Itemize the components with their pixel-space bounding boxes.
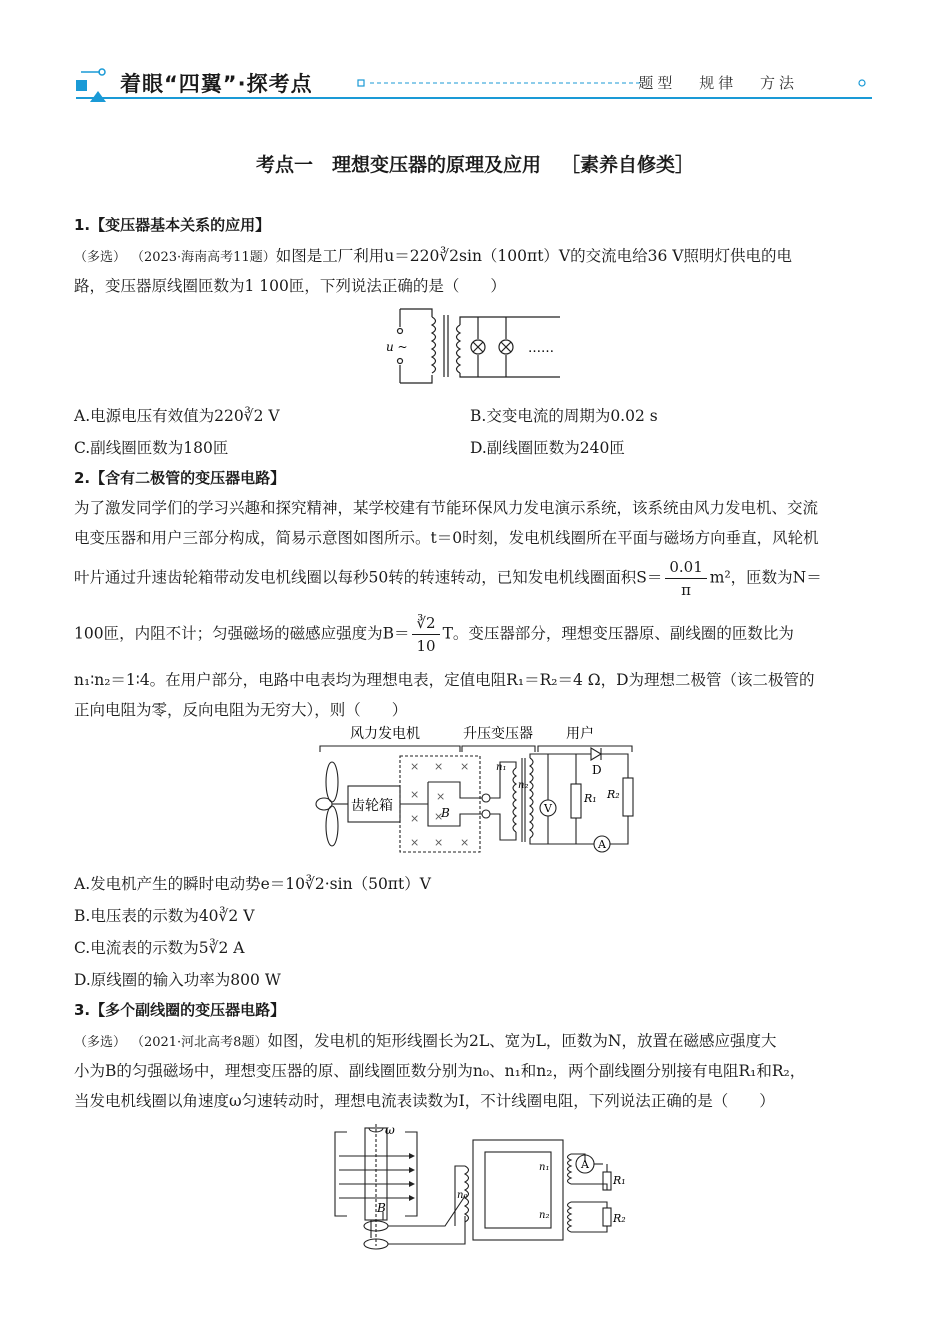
q2-n2-label: n₂ xyxy=(518,780,529,791)
svg-text:×: × xyxy=(434,836,444,849)
q1-formula: u＝220∛2sin（100πt）V xyxy=(384,247,571,265)
svg-text:×: × xyxy=(434,810,444,823)
q2-gearbox: 齿轮箱 xyxy=(351,798,393,814)
svg-text:×: × xyxy=(410,836,420,849)
header-tag: 规律 xyxy=(699,74,738,92)
svg-text:×: × xyxy=(410,788,420,801)
svg-text:×: × xyxy=(434,760,444,773)
q1-circuit-figure xyxy=(380,303,580,389)
q1-stem-a: 如图是工厂利用 xyxy=(275,247,385,265)
q3-omega: ω xyxy=(385,1123,395,1137)
q2-n1-label: n₁ xyxy=(496,762,507,773)
q1-option-c[interactable]: C.副线圈匝数为180匝 xyxy=(74,439,229,457)
q2-ammeter: A xyxy=(598,838,606,851)
q2-heading: 2.【含有二极管的变压器电路】 xyxy=(74,469,286,487)
q3-line2: 小为B的匀强磁场中，理想变压器的原、副线圈匝数分别为n₀、n₁和n₂，两个副线圈分别接有电阻R₁和R₂， xyxy=(74,1062,806,1080)
q1-stem-line2: 路，变压器原线圈匝数为1 100匝，下列说法正确的是（ ） xyxy=(74,277,506,295)
svg-text:×: × xyxy=(410,812,420,825)
q1-option-a[interactable]: A.电源电压有效值为220∛2 V xyxy=(74,407,280,425)
q1-stem-b: 的交流电给36 V照明灯供电的电 xyxy=(570,247,792,265)
q2-voltmeter: V xyxy=(544,802,552,815)
q2-B-label: B xyxy=(441,806,450,820)
svg-text:×: × xyxy=(436,790,446,803)
q2-line4 xyxy=(74,612,794,657)
header-tag: 方法 xyxy=(759,74,798,92)
q2-r2-label: R₂ xyxy=(607,788,620,801)
q2-line3 xyxy=(74,556,822,601)
q2-fraction-b xyxy=(412,612,439,657)
q3-ammeter: A xyxy=(581,1158,589,1171)
q2-line3-a: 叶片通过升速齿轮箱带动发电机线圈以每秒50转的转速转动，已知发电机线圈面积S＝ xyxy=(74,568,663,587)
q2-line6: 正向电阻为零，反向电阻为无穷大），则（ ） xyxy=(74,701,408,719)
q2-option-b[interactable]: B.电压表的示数为40∛2 V xyxy=(74,907,255,925)
header-title: 着眼“四翼”·探考点 xyxy=(120,72,313,96)
q2-line1: 为了激发同学们的学习兴趣和探究精神，某学校建有节能环保风力发电演示系统，该系统由风力发电机、交流 xyxy=(74,499,819,517)
q2-option-a[interactable]: A.发电机产生的瞬时电动势e＝10∛2·sin（50πt）V xyxy=(74,875,431,893)
q2-label-generator: 风力发电机 xyxy=(350,726,420,742)
q3-r2-label: R₂ xyxy=(613,1212,626,1225)
q2-r1-label: R₁ xyxy=(584,792,597,805)
q1-u-label: u ~ xyxy=(386,340,408,354)
q2-line5: n₁∶n₂＝1∶4。在用户部分，电路中电表均为理想电表，定值电阻R₁＝R₂＝4 Ω，D为理想二极管（该二极管的 xyxy=(74,671,815,689)
q3-heading: 3.【多个副线圈的变压器电路】 xyxy=(74,1001,286,1019)
q3-source: （2021·河北高考8题） xyxy=(130,1035,268,1050)
q3-r1-label: R₁ xyxy=(613,1174,626,1187)
q3-line1 xyxy=(74,1029,776,1051)
fraction-numerator: 0.01 xyxy=(665,556,706,579)
q1-option-b[interactable]: B.交变电流的周期为0.02 s xyxy=(470,407,658,425)
q2-line3-b: m²，匝数为N＝ xyxy=(709,568,822,587)
q1-stem-line1 xyxy=(74,244,792,266)
header-tags xyxy=(624,72,798,93)
q2-label-transformer: 升压变压器 xyxy=(463,726,533,742)
q1-source: （2023·海南高考11题） xyxy=(130,250,276,265)
svg-text:×: × xyxy=(410,760,420,773)
fraction-numerator: ∛2 xyxy=(412,612,439,635)
q2-line4-a: 100匝，内阻不计；匀强磁场的磁感应强度为B＝ xyxy=(74,624,410,643)
svg-text:×: × xyxy=(460,836,470,849)
section-header xyxy=(70,64,880,104)
fraction-denominator: π xyxy=(681,581,691,599)
q1-heading: 1.【变压器基本关系的应用】 xyxy=(74,216,271,234)
q3-line3: 当发电机线圈以角速度ω匀速转动时，理想电流表读数为I，不计线圈电阻，下列说法正确的是（ ） xyxy=(74,1092,775,1110)
header-tag: 题型 xyxy=(638,74,677,92)
q2-circuit-figure xyxy=(310,722,640,858)
q1-dots: …… xyxy=(528,341,554,356)
q2-option-d[interactable]: D.原线圈的输入功率为800 W xyxy=(74,971,281,989)
q1-option-d[interactable]: D.副线圈匝数为240匝 xyxy=(470,439,625,457)
fraction-denominator: 10 xyxy=(416,637,436,655)
section-title: 考点一 理想变压器的原理及应用 xyxy=(255,154,541,176)
q2-line4-b: T。变压器部分，理想变压器原、副线圈的匝数比为 xyxy=(442,624,794,643)
q3-multi: （多选） xyxy=(74,1035,127,1050)
q3-line1-text: 如图，发电机的矩形线圈长为2L、宽为L，匝数为N，放置在磁感应强度大 xyxy=(267,1032,777,1050)
q2-label-user: 用户 xyxy=(566,726,594,742)
q2-fraction-area xyxy=(665,556,706,601)
page-title xyxy=(0,150,950,177)
q3-n1-label: n₁ xyxy=(539,1162,550,1173)
q2-option-c[interactable]: C.电流表的示数为5∛2 A xyxy=(74,939,245,957)
q1-multi: （多选） xyxy=(74,250,127,265)
q2-diode-label: D xyxy=(592,763,602,777)
q3-n2-label: n₂ xyxy=(539,1210,550,1221)
section-tag: ［素养自修类］ xyxy=(561,154,695,176)
svg-text:×: × xyxy=(460,760,470,773)
q3-circuit-figure xyxy=(325,1120,635,1260)
q2-line2: 电变压器和用户三部分构成，简易示意图如图所示。t＝0时刻，发电机线圈所在平面与磁场方向垂直，风轮机 xyxy=(74,529,819,547)
q3-B-label: B xyxy=(377,1201,386,1215)
q3-n0-label: n₀ xyxy=(457,1190,468,1201)
